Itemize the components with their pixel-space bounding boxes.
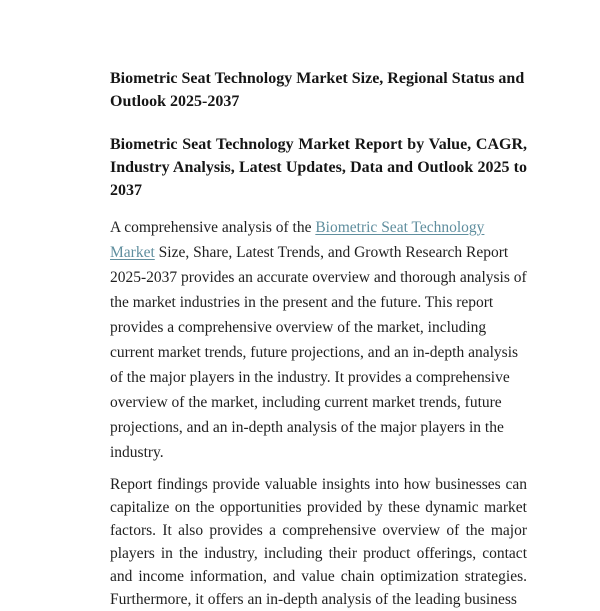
intro-paragraph-text-after-link: Size, Share, Latest Trends, and Growth Research Report 2025-2037 provides an accurate overview and thorough analysis of the market industries in the present and the future. This report provides a comprehensive overview of the market, including current market trends, future projections, and an in-depth analysis of the major players in the industry. It provides a comprehensive overview of the market, including current market trends, future projections, and an in-depth analysis of the major players in the industry. bbox=[110, 244, 527, 461]
intro-paragraph-text-before-link: A comprehensive analysis of the bbox=[110, 219, 316, 236]
article-subtitle: Biometric Seat Technology Market Report by Value, CAGR, Industry Analysis, Latest Updates, Data and Outlook 2025 to 2037 bbox=[110, 136, 527, 199]
intro-paragraph bbox=[110, 215, 527, 465]
article-title: Biometric Seat Technology Market Size, Regional Status and Outlook 2025-2037 bbox=[110, 70, 525, 110]
biometric-seat-technology-market-link[interactable]: Biometric Seat Technology Market bbox=[110, 219, 485, 261]
findings-paragraph: Report findings provide valuable insights into how businesses can capitalize on the opportunities provided by these dynamic market factors. It also provides a comprehensive overview of the major players in the industry, including their product offerings, contact and income information, and value chain optimization strategies. Furthermore, it offers an in-depth analysis of the leading business bbox=[110, 476, 527, 608]
